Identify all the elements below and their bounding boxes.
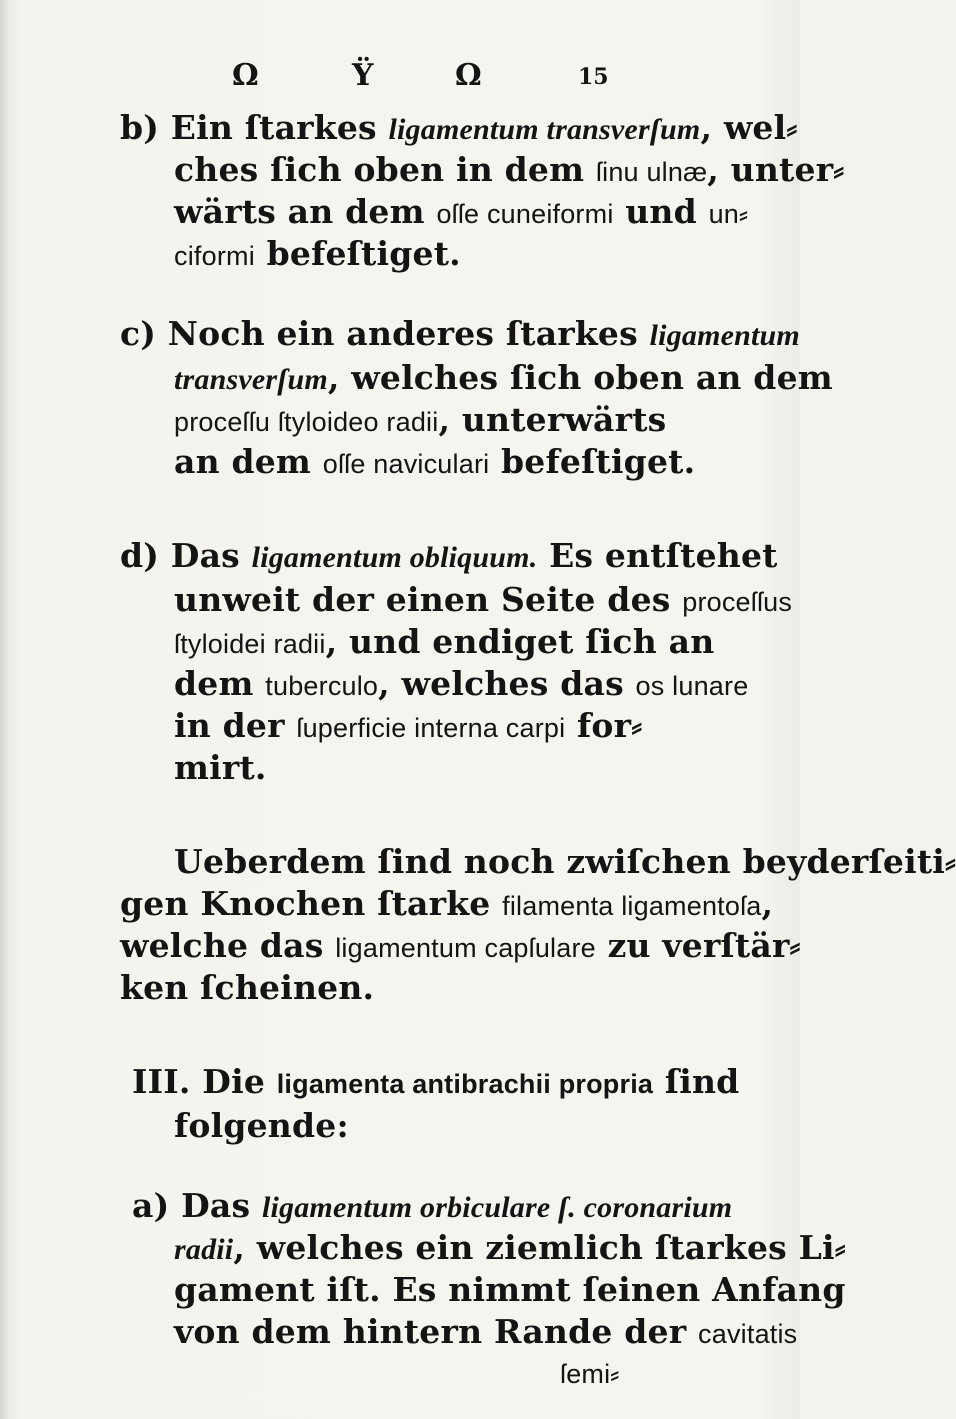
text-line: Ueberdem ſind noch zwiſchen beyderſeiti⸗ <box>174 842 956 881</box>
text-line: dem tuberculo, welches das os lunare <box>174 664 749 703</box>
text-line: ken ſcheinen. <box>120 968 375 1007</box>
signature-mark-left: Ω <box>232 58 259 93</box>
text-line: c) Noch ein anderes ſtarkes ligamentum <box>120 314 800 353</box>
signature-mark-middle: Ϋ <box>352 58 374 93</box>
text-line: welche das ligamentum capſulare zu verſtär⸗ <box>120 926 801 965</box>
text-line: proceſſu ſtyloideo radii, unterwärts <box>174 400 667 439</box>
page-number: 15 <box>578 64 609 90</box>
text-line: III. Die ligamenta antibrachii propria ſind <box>132 1062 740 1101</box>
page-gutter <box>0 0 10 1419</box>
text-line: an dem oſſe naviculari befeſtiget. <box>174 442 696 481</box>
text-line: ches ſich oben in dem ſinu ulnæ, unter⸗ <box>174 150 845 189</box>
text-line: folgende: <box>174 1106 349 1145</box>
text-line: gament iſt. Es nimmt ſeinen Anfang <box>174 1270 846 1309</box>
signature-mark-right: Ω <box>455 58 482 93</box>
text-line: wärts an dem oſſe cuneiformi und un⸗ <box>174 192 749 231</box>
text-line: radii, welches ein ziemlich ſtarkes Li⸗ <box>174 1228 846 1267</box>
text-line: gen Knochen ſtarke filamenta ligamentoſa, <box>120 884 774 923</box>
text-line: b) Ein ſtarkes ligamentum transverſum, wel⸗ <box>120 108 798 147</box>
page-header <box>0 58 800 98</box>
text-line: ciformi befeſtiget. <box>174 234 461 273</box>
text-line: a) Das ligamentum orbiculare ſ. coronarium <box>132 1186 733 1225</box>
text-line: ſtyloidei radii, und endiget ſich an <box>174 622 715 661</box>
text-line: d) Das ligamentum obliquum. Es entſtehet <box>120 536 778 575</box>
text-line: unweit der einen Seite des proceſſus <box>174 580 793 619</box>
text-line: ſemi⸗ <box>560 1359 620 1389</box>
text-line: in der ſuperficie interna carpi for⸗ <box>174 706 643 745</box>
text-line: von dem hintern Rande der cavitatis <box>174 1312 798 1351</box>
text-line: mirt. <box>174 748 267 787</box>
text-line: transverſum, welches ſich oben an dem <box>174 358 833 397</box>
